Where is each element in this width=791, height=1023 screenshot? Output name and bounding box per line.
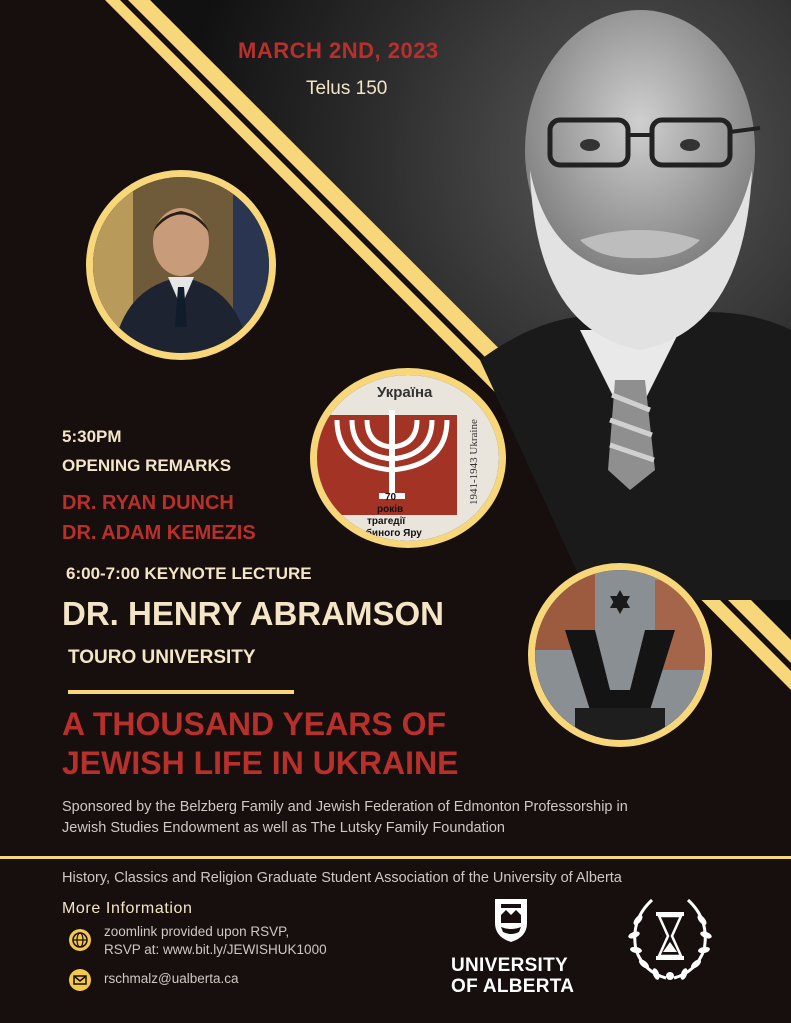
- opening-speaker-1: DR. RYAN DUNCH: [62, 492, 234, 514]
- sponsor-line-1: Sponsored by the Belzberg Family and Jewish Federation of Edmonton Professorship in: [62, 799, 628, 815]
- mail-icon: [69, 969, 91, 991]
- title-divider: [68, 690, 294, 694]
- contact-email[interactable]: rschmalz@ualberta.ca: [104, 971, 239, 986]
- footer-divider: [0, 856, 791, 859]
- university-crest-icon: [493, 897, 529, 943]
- sponsor-line-2: Jewish Studies Endowment as well as The Lutsky Family Foundation: [62, 820, 506, 836]
- keynote-affiliation: TOURO UNIVERSITY: [68, 647, 256, 668]
- keynote-label: 6:00-7:00 KEYNOTE LECTURE: [66, 564, 312, 583]
- opening-speaker-2: DR. ADAM KEMEZIS: [62, 522, 256, 544]
- event-venue: Telus 150: [306, 78, 388, 99]
- rsvp-link[interactable]: RSVP at: www.bit.ly/JEWISHUK1000: [104, 942, 327, 957]
- hourglass-laurel-icon: [622, 890, 718, 986]
- poster-caption-tragedii: трагедії: [367, 516, 406, 527]
- university-name-line-2: OF ALBERTA: [451, 976, 575, 997]
- more-info-heading: More Information: [62, 900, 193, 917]
- poster-ukraine-word: Україна: [377, 384, 433, 401]
- opening-time: 5:30PM: [62, 427, 122, 446]
- opening-remarks-label: OPENING REMARKS: [62, 456, 232, 475]
- poster-caption-rokiv: років: [377, 504, 404, 515]
- lecture-title-line-2: JEWISH LIFE IN UKRAINE: [62, 745, 459, 781]
- event-date: MARCH 2ND, 2023: [238, 38, 439, 63]
- photo-circle-monument: [528, 563, 712, 747]
- photo-circle-memorial-poster: [310, 368, 506, 548]
- lecture-title-line-1: A THOUSAND YEARS OF: [62, 706, 447, 742]
- poster-caption-babyn-yar: Бабиного Яру: [353, 528, 422, 539]
- photo-circle-president: [86, 170, 276, 360]
- university-name-line-1: UNIVERSITY: [451, 955, 569, 976]
- organizer-text: History, Classics and Religion Graduate Student Association of the University of Alberta: [62, 870, 622, 886]
- poster-years-text: 1941-1943 Ukraine: [468, 419, 480, 505]
- poster-caption-70: 70: [385, 492, 397, 503]
- zoom-info-line-1: zoomlink provided upon RSVP,: [104, 924, 290, 939]
- globe-icon: [69, 929, 91, 951]
- keynote-speaker: DR. HENRY ABRAMSON: [62, 595, 444, 632]
